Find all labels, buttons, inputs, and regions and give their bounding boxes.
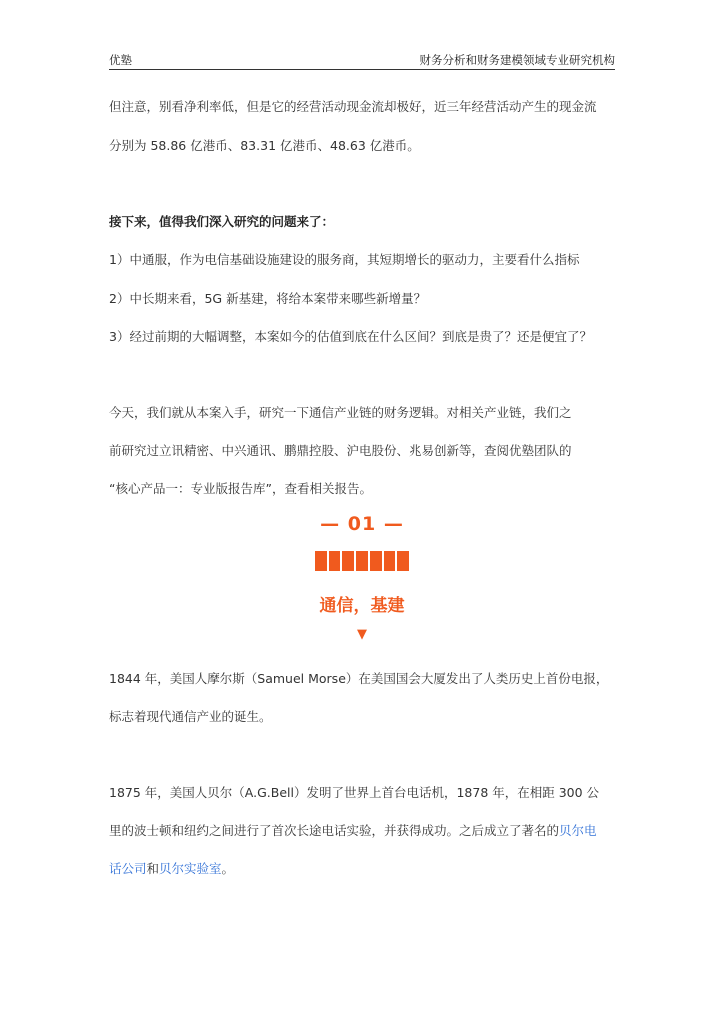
header-tagline: 财务分析和财务建模领域专业研究机构 xyxy=(419,53,615,67)
questions-heading: 接下来，值得我们深入研究的问题来了： xyxy=(109,214,335,229)
question-3: 3）经过前期的大幅调整，本案如今的估值到底在什么区间？到底是贵了？还是便宜了？ xyxy=(109,329,592,344)
paragraph-cashflow-line2: 分别为 58.86 亿港币、83.31 亿港币、48.63 亿港币。 xyxy=(109,138,420,153)
bell-line2-text: 里的波士顿和纽约之间进行了首次长途电话实验，并获得成功。之后成立了著名的 xyxy=(109,823,560,838)
section-title: 通信，基建 xyxy=(319,596,405,616)
section-number: — 01 — xyxy=(320,513,404,535)
bell-line3-end: 。 xyxy=(221,861,235,876)
page-header xyxy=(109,52,615,69)
bell-company-link[interactable]: 贝尔电 xyxy=(559,823,597,838)
paragraph-bell-line3 xyxy=(109,859,234,877)
paragraph-morse-line2: 标志着现代通信产业的诞生。 xyxy=(109,709,272,724)
down-arrow-icon: ▼ xyxy=(357,627,367,642)
paragraph-intro-line3: “核心产品一：专业版报告库”，查看相关报告。 xyxy=(109,481,372,496)
bell-company-link-cont[interactable]: 话公司 xyxy=(109,861,147,876)
paragraph-intro-line2: 前研究过立讯精密、中兴通讯、鹏鼎控股、沪电股份、兆易创新等，查阅优塾团队的 xyxy=(109,443,572,458)
paragraph-intro-line1: 今天，我们就从本案入手，研究一下通信产业链的财务逻辑。对相关产业链，我们之 xyxy=(109,405,572,420)
bell-labs-link[interactable]: 贝尔实验室 xyxy=(159,861,222,876)
question-2: 2）中长期来看，5G 新基建，将给本案带来哪些新增量？ xyxy=(109,291,427,306)
bell-line3-and: 和 xyxy=(146,861,160,876)
paragraph-morse-line1: 1844 年，美国人摩尔斯（Samuel Morse）在美国国会大厦发出了人类历史上首份电报， xyxy=(109,671,609,686)
paragraph-bell-line1: 1875 年，美国人贝尔（A.G.Bell）发明了世界上首台电话机，1878 年，在相距 300 公 xyxy=(109,785,600,800)
section-redacted-bar xyxy=(315,551,409,571)
paragraph-cashflow-line1: 但注意，别看净利率低，但是它的经营活动现金流却极好，近三年经营活动产生的现金流 xyxy=(109,99,597,114)
header-divider xyxy=(109,69,615,70)
header-brand: 优塾 xyxy=(109,53,132,67)
question-1: 1）中通服，作为电信基础设施建设的服务商，其短期增长的驱动力，主要看什么指标 xyxy=(109,252,580,267)
paragraph-bell-line2 xyxy=(109,821,597,839)
